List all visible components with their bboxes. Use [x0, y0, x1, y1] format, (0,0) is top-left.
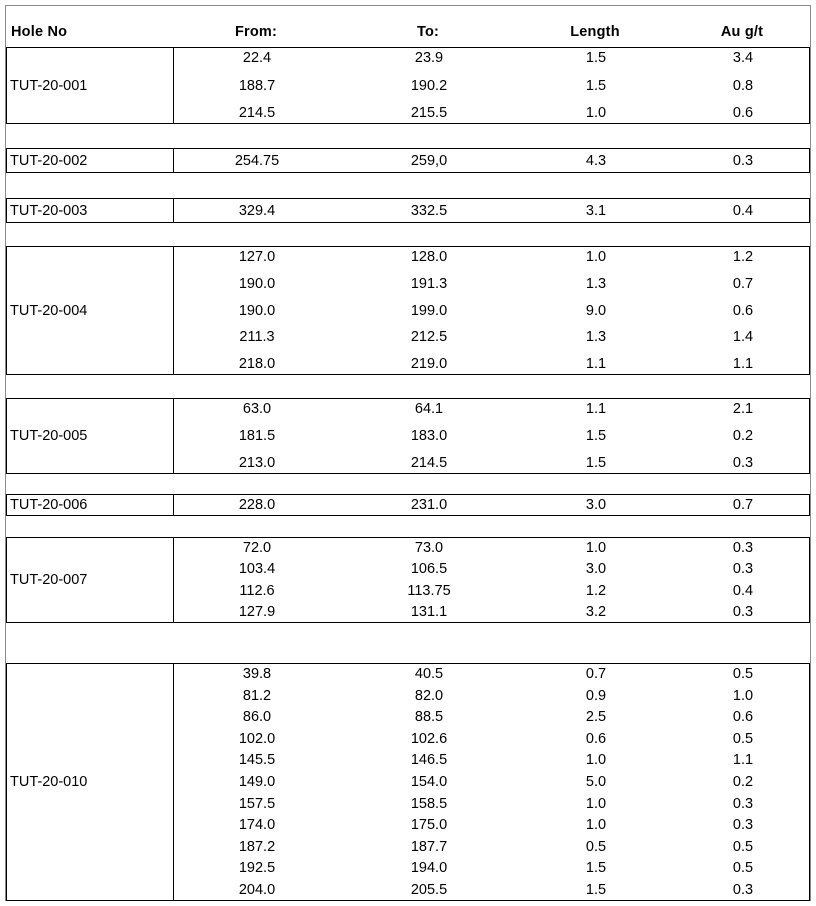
from-value: 329.4	[238, 202, 276, 219]
table-row	[7, 602, 809, 622]
au-value: 0.3	[732, 561, 754, 578]
to-value: 191.3	[410, 275, 448, 292]
au-value: 0.5	[732, 838, 754, 855]
table-row	[7, 327, 809, 347]
interval-rows	[7, 664, 809, 900]
length-value: 0.7	[585, 666, 607, 682]
from-value: 174.0	[238, 817, 276, 834]
length-value: 1.0	[585, 105, 607, 121]
to-value: 187.7	[410, 838, 448, 855]
to-value: 131.1	[410, 603, 448, 620]
table-row	[7, 815, 809, 835]
length-value: 1.0	[585, 249, 607, 265]
length-value: 1.5	[585, 881, 607, 898]
from-value: 22.4	[242, 50, 272, 66]
to-value: 231.0	[410, 497, 448, 513]
length-value: 1.1	[585, 401, 607, 417]
length-value: 1.5	[585, 860, 607, 877]
au-value: 0.5	[732, 666, 754, 682]
length-value: 3.2	[585, 603, 607, 620]
hole-number: TUT-20-005	[10, 428, 88, 444]
table-row	[7, 880, 809, 900]
from-value: 81.2	[242, 687, 272, 704]
hole-group	[6, 148, 810, 173]
table-row	[7, 103, 809, 123]
au-value: 1.2	[732, 249, 754, 265]
au-value: 2.1	[732, 401, 754, 417]
to-value: 102.6	[410, 730, 448, 747]
au-value: 0.6	[732, 105, 754, 121]
au-value: 1.1	[732, 752, 754, 769]
to-value: 205.5	[410, 881, 448, 898]
from-value: 39.8	[242, 666, 272, 682]
to-value: 190.2	[410, 77, 448, 94]
table-row	[7, 453, 809, 473]
hole-number: TUT-20-010	[10, 774, 88, 790]
table-row	[7, 495, 809, 515]
to-value: 82.0	[414, 687, 444, 704]
from-value: 181.5	[238, 428, 276, 444]
au-value: 0.3	[732, 540, 754, 556]
to-value: 158.5	[410, 795, 448, 812]
length-value: 1.2	[585, 582, 607, 599]
from-value: 190.0	[238, 275, 276, 292]
length-value: 3.1	[585, 202, 607, 219]
table-row	[7, 559, 809, 579]
to-value: 40.5	[414, 666, 444, 682]
hole-group	[6, 246, 810, 375]
interval-rows	[7, 48, 809, 123]
length-value: 1.0	[585, 752, 607, 769]
to-value: 183.0	[410, 428, 448, 444]
interval-rows	[7, 538, 809, 622]
from-value: 188.7	[238, 77, 276, 94]
table-row	[7, 274, 809, 294]
header-hole-no: Hole No	[11, 24, 68, 40]
au-value: 1.0	[732, 687, 754, 704]
header-length: Length	[570, 24, 620, 40]
to-value: 199.0	[410, 302, 448, 319]
length-value: 1.5	[585, 77, 607, 94]
au-value: 0.3	[732, 152, 754, 169]
length-value: 0.6	[585, 730, 607, 747]
to-value: 23.9	[414, 50, 444, 66]
length-value: 3.0	[585, 497, 607, 513]
au-value: 0.4	[732, 582, 754, 599]
length-value: 1.5	[585, 455, 607, 471]
table-row	[7, 354, 809, 374]
table-row	[7, 858, 809, 878]
from-value: 127.0	[238, 249, 276, 265]
table-row	[7, 581, 809, 601]
from-value: 103.4	[238, 561, 276, 578]
from-value: 112.6	[239, 582, 275, 599]
to-value: 219.0	[410, 356, 448, 372]
table-row	[7, 48, 809, 68]
from-value: 214.5	[238, 105, 276, 121]
table-row	[7, 707, 809, 727]
table-row	[7, 772, 809, 792]
length-value: 1.3	[585, 275, 607, 292]
to-value: 332.5	[410, 202, 448, 219]
length-value: 4.3	[585, 152, 607, 169]
hole-group	[6, 494, 810, 516]
to-value: 214.5	[410, 455, 448, 471]
au-value: 1.4	[732, 329, 754, 346]
au-value: 3.4	[732, 50, 754, 66]
length-value: 1.0	[585, 817, 607, 834]
length-value: 2.5	[585, 709, 607, 726]
length-value: 1.1	[585, 356, 607, 372]
header-from: From:	[234, 24, 278, 40]
au-value: 0.6	[732, 709, 754, 726]
hole-group	[6, 47, 810, 124]
table-row	[7, 538, 809, 558]
to-value: 106.5	[410, 561, 448, 578]
au-value: 0.3	[732, 795, 754, 812]
table-row	[7, 794, 809, 814]
table-row	[7, 76, 809, 96]
length-value: 3.0	[585, 561, 607, 578]
hole-number: TUT-20-003	[10, 202, 88, 219]
to-value: 259,0	[410, 152, 448, 169]
to-value: 175.0	[410, 817, 448, 834]
hole-number: TUT-20-001	[10, 77, 88, 94]
table-row	[7, 151, 809, 171]
from-value: 187.2	[238, 838, 276, 855]
table-row	[7, 301, 809, 321]
au-value: 0.3	[732, 881, 754, 898]
from-value: 218.0	[238, 356, 276, 372]
au-value: 0.4	[732, 202, 754, 219]
au-value: 0.7	[732, 497, 754, 513]
hole-number: TUT-20-007	[10, 572, 88, 588]
length-value: 9.0	[585, 302, 607, 319]
au-value: 0.2	[732, 773, 754, 790]
interval-rows	[7, 247, 809, 374]
from-value: 204.0	[238, 881, 276, 898]
au-value: 0.6	[732, 302, 754, 319]
au-value: 0.7	[732, 275, 754, 292]
interval-rows	[7, 149, 809, 172]
au-value: 0.3	[732, 455, 754, 471]
from-value: 211.3	[239, 329, 275, 346]
from-value: 63.0	[242, 401, 272, 417]
interval-rows	[7, 495, 809, 515]
table-row	[7, 686, 809, 706]
from-value: 127.9	[238, 603, 276, 620]
hole-group	[6, 537, 810, 623]
to-value: 146.5	[410, 752, 448, 769]
hole-group	[6, 663, 810, 901]
hole-number: TUT-20-006	[10, 497, 88, 513]
from-value: 86.0	[242, 709, 272, 726]
table-row	[7, 399, 809, 419]
length-value: 1.0	[585, 540, 607, 556]
to-value: 194.0	[410, 860, 448, 877]
header-au-gt: Au g/t	[720, 24, 764, 40]
table-row	[7, 201, 809, 221]
hole-number: TUT-20-004	[10, 302, 88, 319]
to-value: 212.5	[410, 329, 448, 346]
au-value: 1.1	[732, 356, 754, 372]
hole-group	[6, 398, 810, 474]
au-value: 0.3	[732, 817, 754, 834]
table-row	[7, 664, 809, 684]
au-value: 0.5	[732, 860, 754, 877]
length-value: 1.0	[585, 795, 607, 812]
length-value: 0.5	[585, 838, 607, 855]
from-value: 213.0	[238, 455, 276, 471]
table-row	[7, 750, 809, 770]
au-value: 0.5	[732, 730, 754, 747]
length-value: 0.9	[585, 687, 607, 704]
au-value: 0.8	[732, 77, 754, 94]
length-value: 1.5	[585, 50, 607, 66]
length-value: 5.0	[585, 773, 607, 790]
interval-rows	[7, 399, 809, 473]
from-value: 190.0	[238, 302, 276, 319]
from-value: 72.0	[242, 540, 272, 556]
table-row	[7, 837, 809, 857]
table-row	[7, 247, 809, 267]
length-value: 1.3	[585, 329, 607, 346]
to-value: 73.0	[414, 540, 444, 556]
from-value: 145.5	[238, 752, 276, 769]
to-value: 215.5	[410, 105, 448, 121]
to-value: 88.5	[414, 709, 444, 726]
from-value: 228.0	[238, 497, 276, 513]
au-value: 0.3	[732, 603, 754, 620]
from-value: 149.0	[238, 773, 276, 790]
table-row	[7, 426, 809, 446]
from-value: 157.5	[238, 795, 276, 812]
header-to: To:	[416, 24, 440, 40]
table-row	[7, 729, 809, 749]
interval-rows	[7, 199, 809, 222]
to-value: 64.1	[414, 401, 444, 417]
to-value: 113.75	[407, 582, 451, 599]
length-value: 1.5	[585, 428, 607, 444]
from-value: 102.0	[238, 730, 276, 747]
to-value: 154.0	[410, 773, 448, 790]
from-value: 254.75	[234, 152, 280, 169]
hole-group	[6, 198, 810, 223]
au-value: 0.2	[732, 428, 754, 444]
to-value: 128.0	[410, 249, 448, 265]
hole-number: TUT-20-002	[10, 152, 88, 169]
from-value: 192.5	[238, 860, 276, 877]
